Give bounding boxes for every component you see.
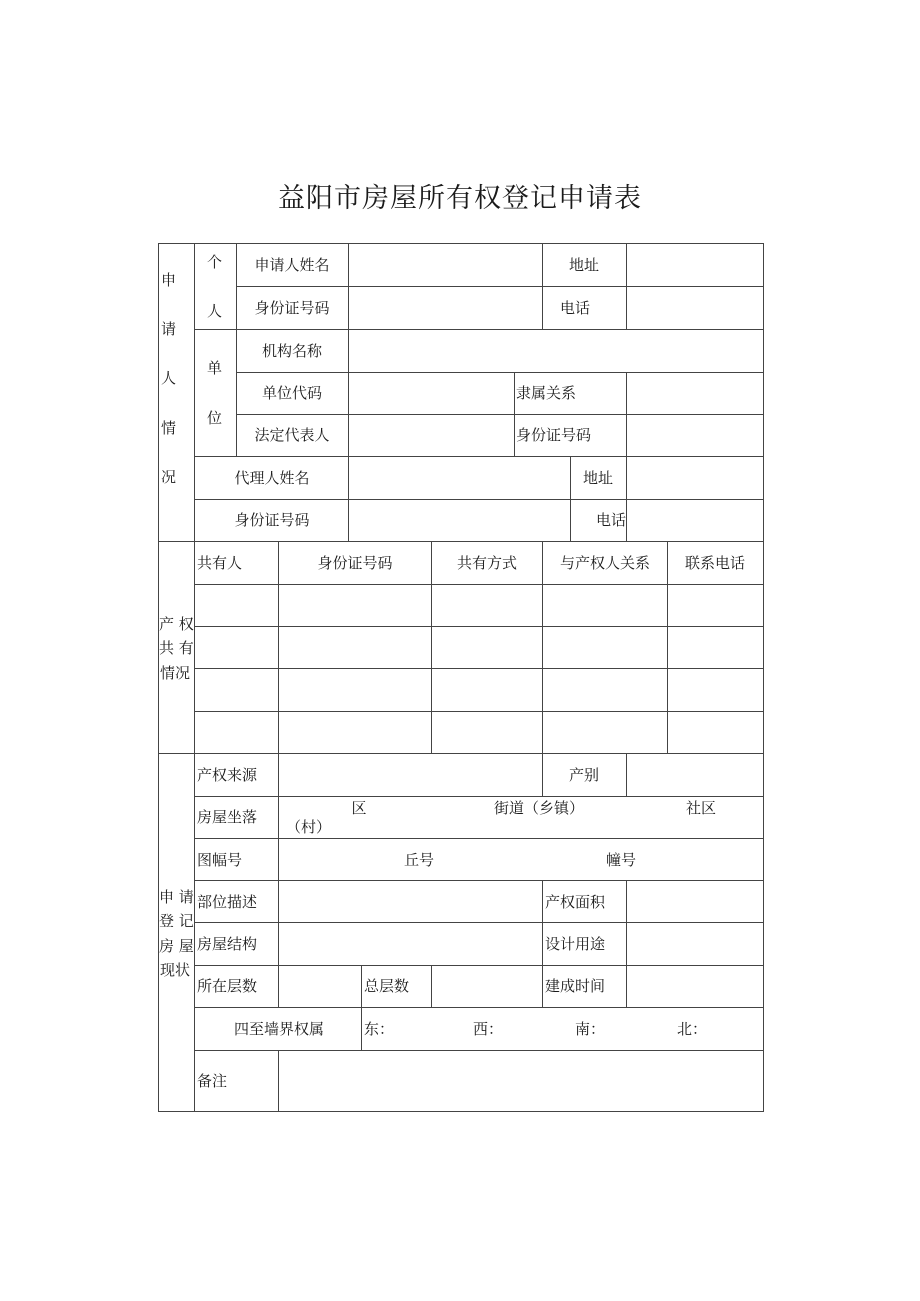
applicant-section-char: 情 xyxy=(161,419,177,437)
idcard-col-header: 身份证号码 xyxy=(317,554,393,572)
house-section-text: 申 请 xyxy=(159,888,194,906)
coowner-input-cell[interactable] xyxy=(431,668,543,712)
coowner-input-cell[interactable] xyxy=(542,584,668,627)
affiliation-input[interactable] xyxy=(626,372,764,415)
agent-phone-input[interactable] xyxy=(626,499,764,542)
coowner-input-cell[interactable] xyxy=(542,668,668,712)
ownership-type-input[interactable] xyxy=(626,753,764,797)
district-label: 区 xyxy=(351,799,367,817)
north-label: 北： xyxy=(677,1020,708,1038)
applicant-name-label: 申请人姓名 xyxy=(254,256,330,274)
coowner-input-cell[interactable] xyxy=(431,584,543,627)
applicant-name-input[interactable] xyxy=(348,243,543,287)
structure-input[interactable] xyxy=(278,922,543,966)
phone-label: 电话 xyxy=(559,299,591,317)
coowner-input-cell[interactable] xyxy=(431,626,543,669)
unit-code-label: 单位代码 xyxy=(261,384,323,402)
building-no-label: 幢号 xyxy=(605,851,637,869)
design-use-label: 设计用途 xyxy=(545,935,606,953)
address-input[interactable] xyxy=(626,243,764,287)
ownership-area-input[interactable] xyxy=(626,880,764,923)
agent-address-label: 地址 xyxy=(582,469,614,487)
coowner-col-header: 共有人 xyxy=(197,554,243,572)
coowner-input-cell[interactable] xyxy=(542,711,668,754)
coowner-input-cell[interactable] xyxy=(278,711,432,754)
build-time-label: 建成时间 xyxy=(545,977,606,995)
id-number-label: 身份证号码 xyxy=(254,299,330,317)
part-desc-label: 部位描述 xyxy=(197,893,258,911)
ownership-source-input[interactable] xyxy=(278,753,543,797)
floor-label: 所在层数 xyxy=(197,977,258,995)
coowner-input-cell[interactable] xyxy=(194,711,279,754)
form-title: 益阳市房屋所有权登记申请表 xyxy=(278,183,642,214)
plot-no-label: 丘号 xyxy=(403,851,435,869)
community-label: 社区 xyxy=(685,799,717,817)
coowner-section-text: 产 权 xyxy=(159,615,194,633)
remarks-input[interactable] xyxy=(278,1050,764,1112)
applicant-section-char: 人 xyxy=(161,369,177,387)
agent-address-input[interactable] xyxy=(626,456,764,500)
house-section-text: 现状 xyxy=(160,961,191,979)
location-label: 房屋坐落 xyxy=(197,808,258,826)
map-plot-building-input[interactable] xyxy=(278,838,764,881)
house-section-text: 房 屋 xyxy=(159,937,194,955)
build-time-input[interactable] xyxy=(626,965,764,1008)
part-desc-input[interactable] xyxy=(278,880,543,923)
unit-group-label xyxy=(194,329,237,457)
agent-name-label: 代理人姓名 xyxy=(234,469,310,487)
coowner-input-cell[interactable] xyxy=(278,626,432,669)
coowner-input-cell[interactable] xyxy=(194,668,279,712)
coowner-input-cell[interactable] xyxy=(667,584,764,627)
applicant-section-char: 况 xyxy=(161,468,177,486)
house-section-label xyxy=(158,753,195,1112)
village-label: （村） xyxy=(286,818,332,836)
unit-char: 位 xyxy=(207,409,223,427)
west-label: 西： xyxy=(473,1020,504,1038)
agent-id-label: 身份证号码 xyxy=(234,511,310,529)
coowner-section-text: 情况 xyxy=(160,664,191,682)
boundary-label: 四至墙界权属 xyxy=(233,1020,325,1038)
coowner-input-cell[interactable] xyxy=(667,711,764,754)
phone-input[interactable] xyxy=(626,286,764,330)
design-use-input[interactable] xyxy=(626,922,764,966)
floor-input[interactable] xyxy=(278,965,362,1008)
street-label: 街道（乡镇） xyxy=(493,799,585,817)
legal-rep-input[interactable] xyxy=(348,414,515,457)
share-method-col-header: 共有方式 xyxy=(456,554,518,572)
coowner-input-cell[interactable] xyxy=(194,626,279,669)
ownership-type-label: 产别 xyxy=(568,766,600,784)
applicant-section-char: 申 xyxy=(161,271,177,289)
agent-name-input[interactable] xyxy=(348,456,571,500)
coowner-input-cell[interactable] xyxy=(542,626,668,669)
contact-phone-col-header: 联系电话 xyxy=(684,554,746,572)
remarks-label: 备注 xyxy=(197,1072,228,1090)
coowner-input-cell[interactable] xyxy=(667,626,764,669)
individual-char: 个 xyxy=(207,253,223,271)
coowner-input-cell[interactable] xyxy=(431,711,543,754)
individual-char: 人 xyxy=(207,302,223,320)
east-label: 东： xyxy=(364,1020,395,1038)
org-name-input[interactable] xyxy=(348,329,764,373)
relation-col-header: 与产权人关系 xyxy=(559,554,651,572)
coowner-input-cell[interactable] xyxy=(278,584,432,627)
legal-rep-label: 法定代表人 xyxy=(254,426,330,444)
agent-id-input[interactable] xyxy=(348,499,571,542)
affiliation-label: 隶属关系 xyxy=(516,384,577,402)
unit-code-input[interactable] xyxy=(348,372,515,415)
address-label: 地址 xyxy=(568,256,600,274)
ownership-area-label: 产权面积 xyxy=(545,893,606,911)
coowner-input-cell[interactable] xyxy=(194,584,279,627)
legal-rep-id-input[interactable] xyxy=(626,414,764,457)
structure-label: 房屋结构 xyxy=(197,935,258,953)
coowner-input-cell[interactable] xyxy=(667,668,764,712)
unit-char: 单 xyxy=(207,359,223,377)
ownership-source-label: 产权来源 xyxy=(197,766,258,784)
house-section-text: 登 记 xyxy=(159,912,194,930)
south-label: 南： xyxy=(575,1020,606,1038)
coowner-section-text: 共 有 xyxy=(159,639,194,657)
map-no-label: 图幅号 xyxy=(197,851,243,869)
total-floors-label: 总层数 xyxy=(364,977,410,995)
id-number-input[interactable] xyxy=(348,286,543,330)
applicant-section-char: 请 xyxy=(161,320,177,338)
org-name-label: 机构名称 xyxy=(261,342,323,360)
legal-rep-id-label: 身份证号码 xyxy=(516,426,592,444)
total-floors-input[interactable] xyxy=(431,965,543,1008)
agent-phone-label: 电话 xyxy=(596,511,627,529)
coowner-input-cell[interactable] xyxy=(278,668,432,712)
